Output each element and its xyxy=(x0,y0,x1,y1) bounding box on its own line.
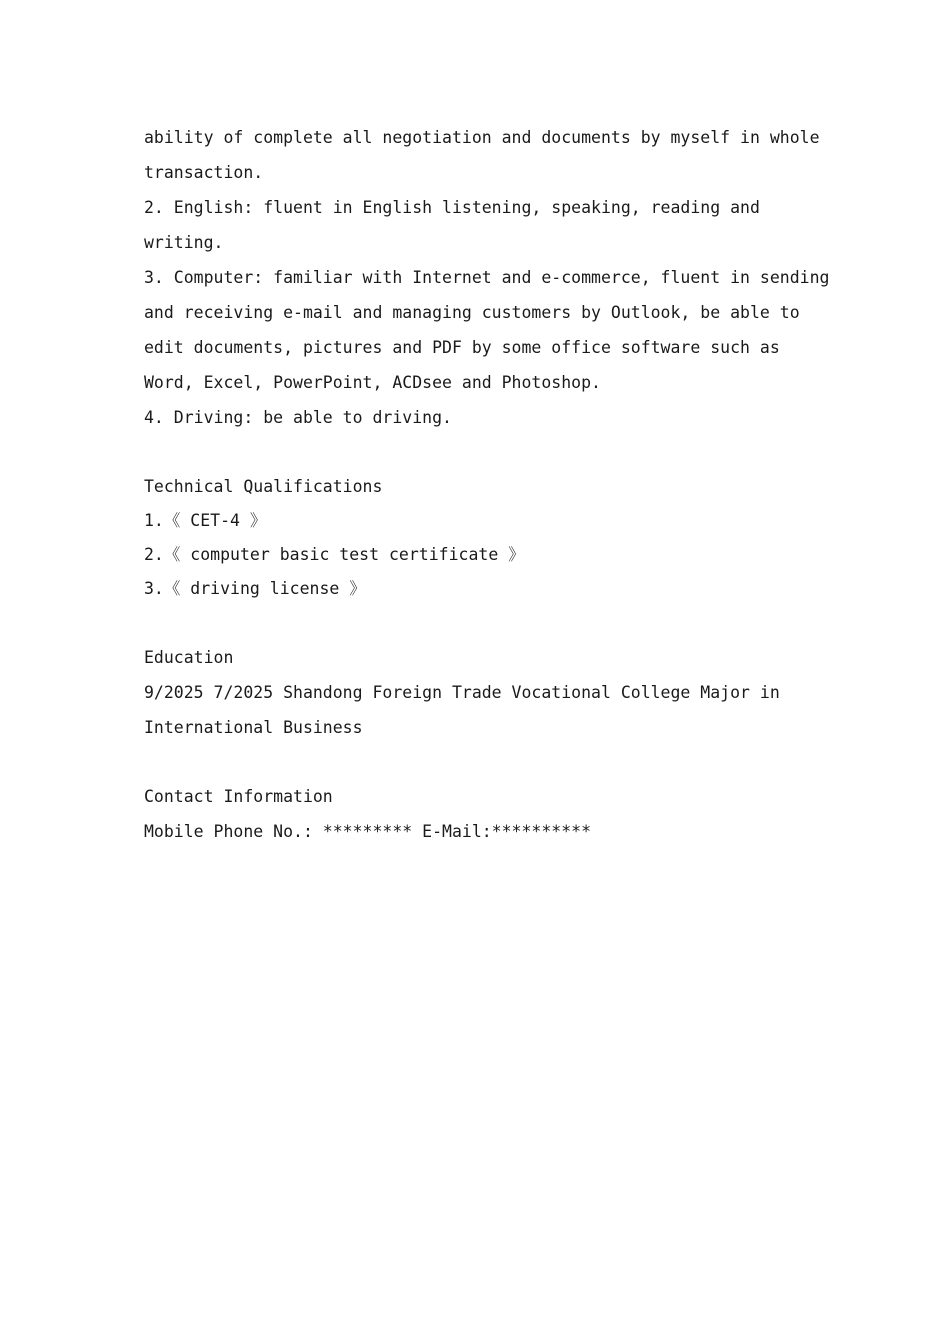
section-spacer xyxy=(144,745,824,779)
section-spacer xyxy=(144,606,824,640)
skills-item-driving: 4. Driving: be able to driving. xyxy=(144,408,452,427)
skills-text-line: writing. xyxy=(144,233,224,252)
qualification-item: 2.《 computer basic test certificate 》 xyxy=(144,545,525,564)
resume-content xyxy=(144,120,830,849)
education-text-line: International Business xyxy=(144,718,363,737)
skills-item-computer: 3. Computer: familiar with Internet and e-commerce, fluent in sending xyxy=(144,268,830,287)
skills-item-english: 2. English: fluent in English listening, speaking, reading and xyxy=(144,198,760,217)
contact-heading: Contact Information xyxy=(144,787,333,806)
skills-text-line: edit documents, pictures and PDF by some office software such as xyxy=(144,338,780,357)
skills-text-line: transaction. xyxy=(144,163,264,182)
education-text-line: 9/2025 7/2025 Shandong Foreign Trade Vocational College Major in xyxy=(144,683,780,702)
qualification-item: 3.《 driving license 》 xyxy=(144,579,366,598)
section-spacer xyxy=(144,435,824,469)
contact-text-line: Mobile Phone No.: ********* E-Mail:********** xyxy=(144,822,592,841)
skills-text-line: ability of complete all negotiation and documents by myself in whole xyxy=(144,128,820,147)
skills-text-line: Word, Excel, PowerPoint, ACDsee and Photoshop. xyxy=(144,373,601,392)
education-heading: Education xyxy=(144,648,234,667)
skills-text-line: and receiving e-mail and managing customers by Outlook, be able to xyxy=(144,303,800,322)
qualification-item: 1.《 CET-4 》 xyxy=(144,511,267,530)
qualifications-heading: Technical Qualifications xyxy=(144,477,383,496)
